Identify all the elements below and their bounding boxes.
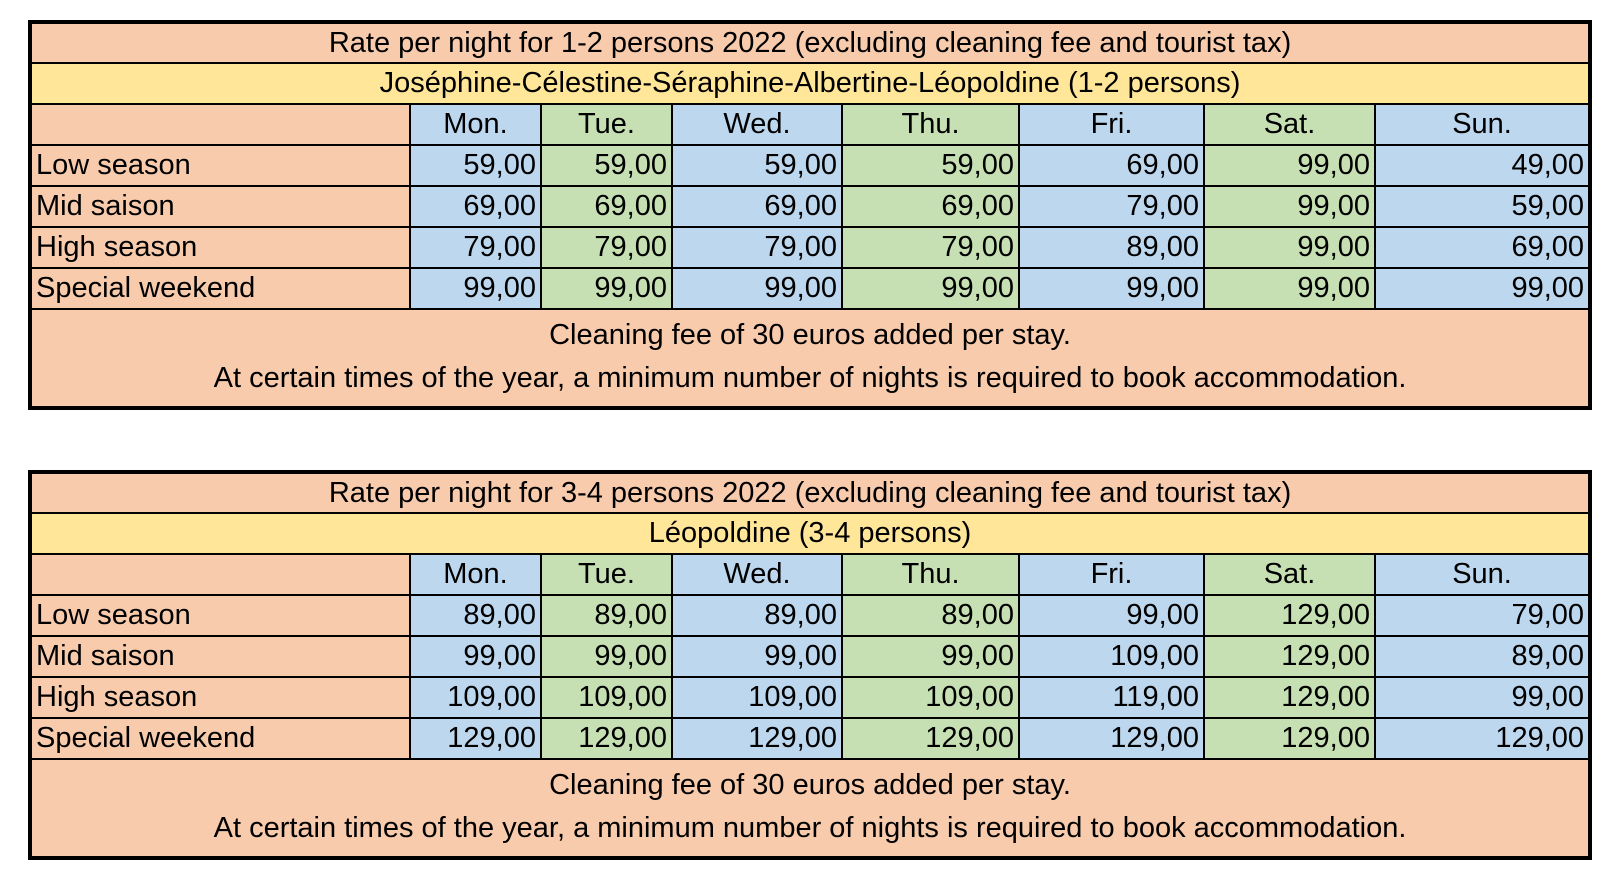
minimum-nights-note: At certain times of the year, a minimum number of nights is required to book accommodation. xyxy=(213,362,1407,394)
day-header-wed: Wed. xyxy=(672,554,842,595)
rate-cell: 49,00 xyxy=(1375,145,1590,186)
rate-cell: 69,00 xyxy=(1375,227,1590,268)
header-empty-cell xyxy=(30,554,410,595)
rate-cell: 129,00 xyxy=(672,718,842,759)
rate-cell: 99,00 xyxy=(672,636,842,677)
rate-cell: 59,00 xyxy=(541,145,672,186)
rate-cell: 59,00 xyxy=(672,145,842,186)
table-title: Rate per night for 1-2 persons 2022 (excluding cleaning fee and tourist tax) xyxy=(30,22,1590,63)
rate-cell: 89,00 xyxy=(1375,636,1590,677)
rate-cell: 99,00 xyxy=(1019,595,1204,636)
day-header-mon: Mon. xyxy=(410,104,541,145)
day-header-row xyxy=(30,554,1590,595)
cleaning-fee-note: Cleaning fee of 30 euros added per stay. xyxy=(549,319,1071,351)
rate-cell: 99,00 xyxy=(1019,268,1204,309)
table-notes xyxy=(30,309,1590,408)
rate-cell: 79,00 xyxy=(1019,186,1204,227)
rate-cell: 89,00 xyxy=(1019,227,1204,268)
rate-cell: 89,00 xyxy=(541,595,672,636)
rate-cell: 109,00 xyxy=(1019,636,1204,677)
rate-cell: 99,00 xyxy=(1204,145,1375,186)
rate-cell: 99,00 xyxy=(842,268,1019,309)
rate-cell: 89,00 xyxy=(672,595,842,636)
table-row xyxy=(30,268,1590,309)
rate-cell: 129,00 xyxy=(1375,718,1590,759)
rate-cell: 109,00 xyxy=(672,677,842,718)
rate-cell: 109,00 xyxy=(842,677,1019,718)
rate-cell: 69,00 xyxy=(842,186,1019,227)
rate-cell: 79,00 xyxy=(672,227,842,268)
rate-cell: 79,00 xyxy=(410,227,541,268)
rate-cell: 79,00 xyxy=(842,227,1019,268)
season-label: Mid saison xyxy=(30,186,410,227)
rate-cell: 89,00 xyxy=(842,595,1019,636)
season-label: Special weekend xyxy=(30,268,410,309)
table-subtitle: Léopoldine (3-4 persons) xyxy=(30,513,1590,554)
day-header-fri: Fri. xyxy=(1019,104,1204,145)
rate-cell: 129,00 xyxy=(1019,718,1204,759)
rate-cell: 129,00 xyxy=(1204,677,1375,718)
day-header-sat: Sat. xyxy=(1204,104,1375,145)
rate-cell: 59,00 xyxy=(842,145,1019,186)
table-row xyxy=(30,636,1590,677)
day-header-sun: Sun. xyxy=(1375,104,1590,145)
rate-cell: 99,00 xyxy=(672,268,842,309)
rate-cell: 99,00 xyxy=(1204,227,1375,268)
day-header-sun: Sun. xyxy=(1375,554,1590,595)
day-header-thu: Thu. xyxy=(842,104,1019,145)
day-header-sat: Sat. xyxy=(1204,554,1375,595)
rate-cell: 129,00 xyxy=(1204,718,1375,759)
rate-cell: 69,00 xyxy=(541,186,672,227)
rate-table-3-4-persons xyxy=(28,470,1592,860)
rate-cell: 99,00 xyxy=(541,636,672,677)
rate-cell: 79,00 xyxy=(541,227,672,268)
rate-cell: 69,00 xyxy=(1019,145,1204,186)
season-label: High season xyxy=(30,227,410,268)
table-row xyxy=(30,186,1590,227)
day-header-row xyxy=(30,104,1590,145)
table-subtitle: Joséphine-Célestine-Séraphine-Albertine-Léopoldine (1-2 persons) xyxy=(30,63,1590,104)
minimum-nights-note: At certain times of the year, a minimum number of nights is required to book accommodation. xyxy=(213,812,1407,844)
day-header-fri: Fri. xyxy=(1019,554,1204,595)
rate-cell: 99,00 xyxy=(1375,268,1590,309)
rate-cell: 99,00 xyxy=(541,268,672,309)
rate-cell: 99,00 xyxy=(1204,268,1375,309)
rate-cell: 129,00 xyxy=(1204,636,1375,677)
season-label: Special weekend xyxy=(30,718,410,759)
rate-cell: 129,00 xyxy=(842,718,1019,759)
rate-cell: 99,00 xyxy=(1375,677,1590,718)
rate-cell: 69,00 xyxy=(410,186,541,227)
rate-cell: 99,00 xyxy=(410,268,541,309)
season-label: High season xyxy=(30,677,410,718)
rate-cell: 99,00 xyxy=(1204,186,1375,227)
cleaning-fee-note: Cleaning fee of 30 euros added per stay. xyxy=(549,769,1071,801)
table-row xyxy=(30,677,1590,718)
rate-cell: 109,00 xyxy=(410,677,541,718)
table-notes xyxy=(30,759,1590,858)
table-row xyxy=(30,595,1590,636)
season-label: Low season xyxy=(30,145,410,186)
table-row xyxy=(30,718,1590,759)
season-label: Mid saison xyxy=(30,636,410,677)
rate-cell: 69,00 xyxy=(672,186,842,227)
rate-cell: 129,00 xyxy=(541,718,672,759)
day-header-wed: Wed. xyxy=(672,104,842,145)
day-header-tue: Tue. xyxy=(541,554,672,595)
season-label: Low season xyxy=(30,595,410,636)
rate-cell: 99,00 xyxy=(842,636,1019,677)
header-empty-cell xyxy=(30,104,410,145)
rate-cell: 129,00 xyxy=(410,718,541,759)
rate-cell: 79,00 xyxy=(1375,595,1590,636)
table-title: Rate per night for 3-4 persons 2022 (excluding cleaning fee and tourist tax) xyxy=(30,472,1590,513)
table-row xyxy=(30,145,1590,186)
rate-table-1-2-persons xyxy=(28,20,1592,410)
day-header-mon: Mon. xyxy=(410,554,541,595)
rate-cell: 89,00 xyxy=(410,595,541,636)
day-header-tue: Tue. xyxy=(541,104,672,145)
rate-cell: 109,00 xyxy=(541,677,672,718)
rate-cell: 129,00 xyxy=(1204,595,1375,636)
rate-cell: 59,00 xyxy=(410,145,541,186)
rate-cell: 119,00 xyxy=(1019,677,1204,718)
rate-cell: 99,00 xyxy=(410,636,541,677)
day-header-thu: Thu. xyxy=(842,554,1019,595)
table-row xyxy=(30,227,1590,268)
rate-cell: 59,00 xyxy=(1375,186,1590,227)
